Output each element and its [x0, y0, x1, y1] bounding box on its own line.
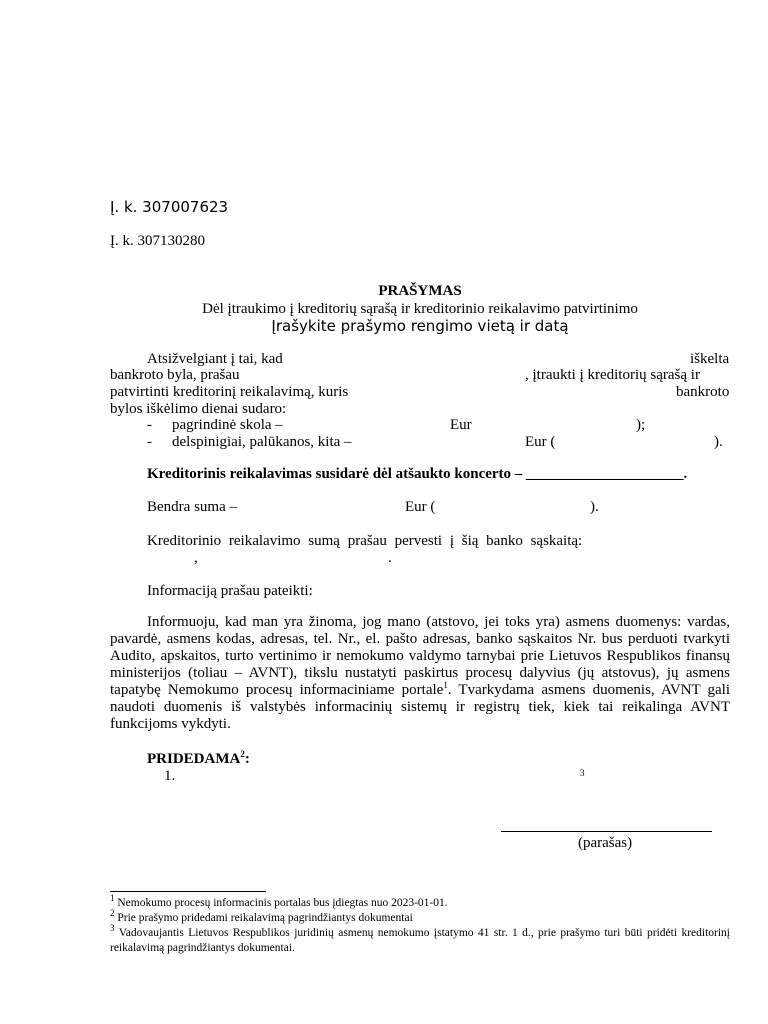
list-item-principal-currency: Eur: [450, 417, 472, 433]
para1-line3-end: bankroto: [676, 384, 730, 400]
list-item-principal-close: );: [636, 417, 646, 433]
footnote-1: [110, 893, 730, 911]
para1-line1-start: Atsižvelgiant į tai, kad: [147, 351, 283, 367]
footnote-3-text: Vadovaujantis Lietuvos Respublikos juridinių asmenų nemokumo įstatymo 41 str. 1 d., prie prašymo turi būti pridėti kreditorinį reikalavimą pagrindžiantys dokumentai.: [110, 927, 730, 954]
company-code-2: Į. k. 307130280: [110, 233, 205, 249]
total-label: Bendra suma –: [147, 499, 237, 515]
attachments-heading-text: PRIDEDAMA: [147, 751, 241, 767]
document-subtitle: Dėl įtraukimo į kreditorių sąrašą ir kreditorinio reikalavimo patvirtinimo: [202, 301, 638, 317]
para1-line2-mid: , įtraukti į kreditorių sąrašą ir: [525, 367, 700, 383]
signature-line: [501, 831, 712, 832]
document-title: PRAŠYMAS: [378, 283, 462, 299]
transfer-comma: ,: [194, 550, 198, 566]
privacy-part1: Informuoju, kad man yra žinoma, jog mano (atstovo, jei toks yra) asmens duomenys: vardas, pavardė, asmens kodas, adresas, tel. Nr., el. pašto adresas, banko sąskaitos Nr. bus perduoti tvarkyti Audito, apskaitos, turto vertinimo ir nemokumo valdymo tarnybai prie Lietuvos Respublikos finansų ministerijos (toliau – AVNT), tikslu nustatyti paskirtus procesų dalyvius (jų atstovus), jų asmens tapatybę Nemokumo procesų informaciniame portale: [110, 614, 730, 698]
list-item-penalties-currency: Eur (: [525, 434, 556, 450]
list-item-principal: pagrindinė skola –: [172, 417, 283, 433]
info-label: Informaciją prašau pateikti:: [147, 583, 313, 599]
transfer-period: .: [388, 550, 392, 566]
list-item-penalties-close: ).: [714, 434, 723, 450]
para1-line2-start: bankroto byla, prašau: [110, 367, 240, 383]
privacy-paragraph: [110, 614, 730, 733]
place-date-placeholder[interactable]: Įrašykite prašymo rengimo vietą ir datą: [271, 317, 569, 335]
attachments-colon: :: [244, 751, 250, 767]
list-dash: -: [147, 434, 152, 450]
list-item-penalties: delspinigiai, palūkanos, kita –: [172, 434, 352, 450]
footnote-ref-2: 2: [240, 749, 245, 759]
transfer-text: Kreditorinio reikalavimo sumą prašau pervesti į šią banko sąskaitą:: [147, 533, 583, 549]
list-dash: -: [147, 417, 152, 433]
footnote-3-num: 3: [110, 923, 115, 934]
signature-label: (parašas): [578, 835, 633, 851]
attachments-heading: [147, 750, 250, 768]
privacy-part2: . Tvarkydama asmens duomenis, AVNT gali naudoti duomenis iš valstybės informacinių sistemų ir registrų tiek, kiek tai reikalinga AVNT funkcijoms vykdyti.: [110, 682, 731, 732]
total-currency: Eur (: [405, 499, 436, 515]
footnote-ref-3: 3: [580, 768, 585, 778]
footnote-2-num: 2: [110, 908, 115, 919]
attachment-item-1: 1.: [164, 768, 176, 784]
footnote-3: [110, 923, 730, 956]
company-code-1: Į. k. 307007623: [110, 198, 229, 216]
footnote-separator: [110, 891, 266, 892]
footnote-2-text: Prie prašymo pridedami reikalavimą pagrindžiantys dokumentai: [114, 912, 413, 924]
footnote-1-text: Nemokumo procesų informacinis portalas bus įdiegtas nuo 2023-01-01.: [114, 897, 448, 909]
para1-line4: bylos iškėlimo dienai sudaro:: [110, 401, 287, 417]
para1-line1-end: iškelta: [690, 351, 730, 367]
footnote-1-num: 1: [110, 893, 115, 904]
concert-claim: Kreditorinis reikalavimas susidarė dėl atšaukto koncerto – _____________________.: [147, 466, 688, 482]
footnote-2: [110, 908, 730, 926]
para1-line3-start: patvirtinti kreditorinį reikalavimą, kuris: [110, 384, 349, 400]
total-close: ).: [590, 499, 599, 515]
footnote-ref-1: 1: [443, 680, 448, 690]
